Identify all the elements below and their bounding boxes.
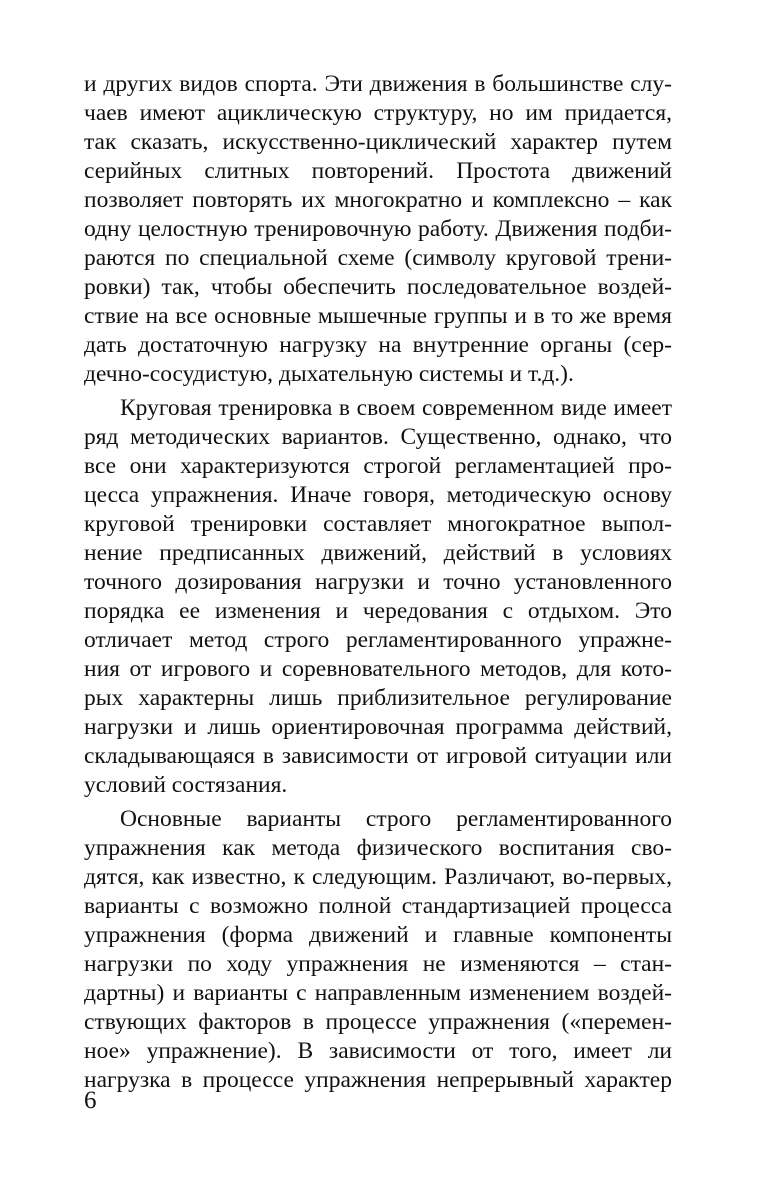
text-line: серийных слитных повторений. Простота движений — [84, 158, 672, 184]
text-line: упражнения как метода физического воспитания сво- — [84, 835, 672, 861]
text-line: чаев имеют ациклическую структуру, но им придается, — [84, 100, 672, 126]
text-line: порядка ее изменения и чередования с отдыхом. Это — [84, 598, 672, 624]
text-line: так сказать, искусственно-циклический характер путем — [84, 129, 672, 155]
text-line: одну целостную тренировочную работу. Движения подби- — [84, 216, 672, 242]
text-line: Основные варианты строго регламентированного — [120, 806, 672, 832]
text-line: круговой тренировки составляет многократное выпол- — [84, 511, 672, 537]
text-line: ствие на все основные мышечные группы и в то же время — [84, 303, 672, 329]
text-line: нение предписанных движений, действий в условиях — [84, 540, 672, 566]
text-line: ровки) так, чтобы обеспечить последовательное воздей- — [84, 274, 672, 300]
text-line: все они характеризуются строгой регламентацией про- — [84, 453, 672, 479]
text-line: ряд методических вариантов. Существенно, однако, что — [84, 424, 672, 450]
text-line: позволяет повторять их многократно и комплексно – как — [84, 187, 672, 213]
page-body — [84, 70, 672, 1095]
text-line: упражнения (форма движений и главные компоненты — [84, 922, 672, 948]
text-line: дятся, как известно, к следующим. Различают, во-первых, — [84, 864, 672, 890]
text-line: дартны) и варианты с направленным изменением воздей- — [84, 980, 672, 1006]
text-line: ствующих факторов в процессе упражнения («перемен- — [84, 1009, 672, 1035]
paragraph-2 — [84, 394, 672, 800]
text-line: ния от игрового и соревновательного методов, для кото- — [84, 656, 672, 682]
text-line: Круговая тренировка в своем современном виде имеет — [120, 395, 672, 421]
text-line: дать достаточную нагрузку на внутренние органы (сер- — [84, 332, 672, 358]
text-line: дечно-сосудистую, дыхательную системы и т.д.). — [84, 361, 574, 387]
text-line: и других видов спорта. Эти движения в большинстве слу- — [84, 71, 672, 97]
text-line: нагрузки и лишь ориентировочная программа действий, — [84, 714, 672, 740]
text-line: цесса упражнения. Иначе говоря, методическую основу — [84, 482, 672, 508]
text-line: нагрузки по ходу упражнения не изменяются – стан- — [84, 951, 672, 977]
text-line: рых характерны лишь приблизительное регулирование — [84, 685, 672, 711]
paragraph-3 — [84, 805, 672, 1095]
text-line: складывающаяся в зависимости от игровой ситуации или — [84, 743, 672, 769]
text-line: точного дозирования нагрузки и точно установленного — [84, 569, 672, 595]
text-line: отличает метод строго регламентированного упражне- — [84, 627, 672, 653]
paragraph-1 — [84, 70, 672, 389]
text-line: нагрузка в процессе упражнения непрерывный характер — [84, 1067, 672, 1093]
text-line: ное» упражнение). В зависимости от того, имеет ли — [84, 1038, 672, 1064]
text-line: раются по специальной схеме (символу круговой трени- — [84, 245, 672, 271]
text-line: условий состязания. — [84, 772, 288, 798]
text-line: варианты с возможно полной стандартизацией процесса — [84, 893, 672, 919]
page-number: 6 — [84, 1087, 97, 1114]
